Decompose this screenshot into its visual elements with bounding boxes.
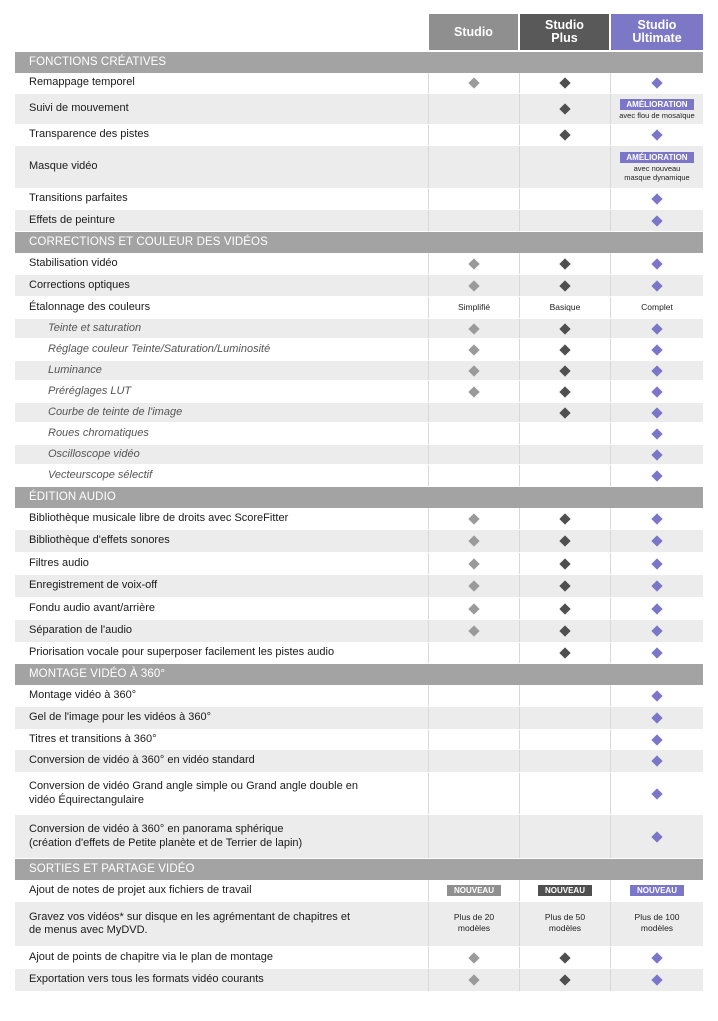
feature-row	[15, 210, 703, 232]
feature-row	[15, 730, 703, 750]
feature-label: Corrections optiques	[15, 275, 429, 296]
feature-label: Teinte et saturation	[15, 319, 429, 338]
feature-label: Conversion de vidéo à 360° en panorama sphérique (création d'effets de Petite planète et de Terrier de lapin)	[15, 815, 429, 858]
cell-plus	[520, 253, 611, 274]
diamond-icon	[651, 129, 662, 140]
cell-ultimate	[611, 947, 703, 968]
new-badge: NOUVEAU	[538, 885, 592, 896]
comparison-table	[15, 52, 703, 992]
feature-row	[15, 146, 703, 189]
cell-plus	[520, 880, 611, 901]
column-header-studio: Studio	[429, 14, 518, 50]
feature-row	[15, 947, 703, 969]
cell-studio	[429, 620, 520, 642]
feature-row	[15, 707, 703, 730]
cell-ultimate	[611, 530, 703, 552]
section-header: FONCTIONS CRÉATIVES	[15, 52, 703, 73]
cell-text: Plus de 50 modèles	[544, 912, 586, 933]
diamond-icon	[468, 365, 479, 376]
diamond-icon	[468, 513, 479, 524]
cell-ultimate	[611, 465, 703, 486]
cell-ultimate	[611, 685, 703, 706]
cell-studio	[429, 947, 520, 968]
cell-studio	[429, 210, 520, 231]
feature-label: Conversion de vidéo Grand angle simple ou Grand angle double en vidéo Équirectangulaire	[15, 773, 429, 814]
column-header-studio-plus-label: Studio Plus	[545, 18, 584, 45]
cell-ultimate	[611, 297, 703, 318]
cell-studio	[429, 189, 520, 209]
cell-studio	[429, 146, 520, 188]
diamond-icon	[651, 323, 662, 334]
cell-plus	[520, 508, 611, 529]
cell-plus	[520, 685, 611, 706]
column-header-studio-ultimate-label: Studio Ultimate	[632, 18, 682, 45]
section-header: CORRECTIONS ET COULEUR DES VIDÉOS	[15, 232, 703, 253]
cell-text: Simplifié	[457, 302, 491, 313]
cell-plus	[520, 815, 611, 858]
cell-studio	[429, 773, 520, 814]
feature-row	[15, 685, 703, 707]
cell-studio	[429, 969, 520, 991]
feature-row	[15, 508, 703, 530]
diamond-icon	[559, 386, 570, 397]
feature-row	[15, 750, 703, 773]
diamond-icon	[651, 449, 662, 460]
diamond-icon	[651, 535, 662, 546]
feature-row	[15, 297, 703, 319]
cell-studio	[429, 465, 520, 486]
cell-ultimate	[611, 253, 703, 274]
feature-row	[15, 530, 703, 553]
diamond-icon	[651, 344, 662, 355]
cell-plus	[520, 620, 611, 642]
feature-label: Titres et transitions à 360°	[15, 730, 429, 749]
cell-text: Basique	[549, 302, 581, 313]
diamond-icon	[651, 77, 662, 88]
diamond-icon	[651, 407, 662, 418]
feature-label: Bibliothèque d'effets sonores	[15, 530, 429, 552]
cell-ultimate	[611, 381, 703, 402]
cell-studio	[429, 361, 520, 380]
cell-ultimate	[611, 94, 703, 124]
diamond-icon	[651, 193, 662, 204]
section-header: ÉDITION AUDIO	[15, 487, 703, 508]
feature-label: Courbe de teinte de l'image	[15, 403, 429, 422]
cell-studio	[429, 880, 520, 901]
cell-studio	[429, 275, 520, 296]
cell-ultimate	[611, 445, 703, 464]
new-badge: NOUVEAU	[447, 885, 501, 896]
cell-ultimate	[611, 750, 703, 772]
badge-note: avec nouveau masque dynamique	[624, 164, 690, 182]
cell-ultimate	[611, 815, 703, 858]
cell-studio	[429, 575, 520, 597]
feature-label: Fondu audio avant/arrière	[15, 598, 429, 619]
diamond-icon	[651, 712, 662, 723]
diamond-icon	[468, 952, 479, 963]
diamond-icon	[651, 258, 662, 269]
cell-studio	[429, 253, 520, 274]
feature-label: Gravez vos vidéos* sur disque en les agrémentant de chapitres et de menus avec MyDVD.	[15, 902, 429, 946]
diamond-icon	[559, 952, 570, 963]
diamond-icon	[559, 77, 570, 88]
cell-ultimate	[611, 553, 703, 574]
cell-plus	[520, 750, 611, 772]
column-header-studio-ultimate	[611, 14, 703, 50]
diamond-icon	[559, 625, 570, 636]
diamond-icon	[468, 558, 479, 569]
diamond-icon	[559, 535, 570, 546]
feature-row	[15, 445, 703, 465]
feature-row	[15, 423, 703, 445]
feature-label: Conversion de vidéo à 360° en vidéo standard	[15, 750, 429, 772]
cell-ultimate	[611, 189, 703, 209]
cell-plus	[520, 947, 611, 968]
feature-row	[15, 815, 703, 859]
feature-row	[15, 575, 703, 598]
cell-studio	[429, 125, 520, 145]
diamond-icon	[651, 734, 662, 745]
diamond-icon	[651, 788, 662, 799]
cell-studio	[429, 339, 520, 360]
feature-row	[15, 319, 703, 339]
feature-row	[15, 643, 703, 664]
feature-row	[15, 465, 703, 487]
section-header: MONTAGE VIDÉO À 360°	[15, 664, 703, 685]
feature-row	[15, 969, 703, 992]
diamond-icon	[651, 280, 662, 291]
cell-ultimate	[611, 902, 703, 946]
cell-studio	[429, 297, 520, 318]
cell-text: Complet	[641, 302, 673, 313]
cell-studio	[429, 643, 520, 663]
feature-label: Ajout de notes de projet aux fichiers de travail	[15, 880, 429, 901]
cell-plus	[520, 189, 611, 209]
feature-label: Luminance	[15, 361, 429, 380]
cell-plus	[520, 773, 611, 814]
cell-plus	[520, 297, 611, 318]
diamond-icon	[468, 344, 479, 355]
cell-plus	[520, 146, 611, 188]
cell-ultimate	[611, 125, 703, 145]
cell-plus	[520, 902, 611, 946]
cell-plus	[520, 73, 611, 93]
enhancement-badge: AMÉLIORATION	[620, 152, 693, 163]
diamond-icon	[651, 513, 662, 524]
diamond-icon	[651, 831, 662, 842]
diamond-icon	[559, 407, 570, 418]
feature-label: Effets de peinture	[15, 210, 429, 231]
feature-row	[15, 381, 703, 403]
cell-ultimate	[611, 598, 703, 619]
feature-label: Montage vidéo à 360°	[15, 685, 429, 706]
diamond-icon	[651, 470, 662, 481]
cell-text: Plus de 20 modèles	[453, 912, 495, 933]
cell-ultimate	[611, 210, 703, 231]
diamond-icon	[651, 580, 662, 591]
diamond-icon	[559, 258, 570, 269]
diamond-icon	[651, 428, 662, 439]
diamond-icon	[559, 513, 570, 524]
cell-ultimate	[611, 508, 703, 529]
cell-studio	[429, 508, 520, 529]
feature-row	[15, 620, 703, 643]
feature-row	[15, 880, 703, 902]
cell-studio	[429, 553, 520, 574]
enhancement-badge: AMÉLIORATION	[620, 99, 693, 110]
feature-label: Remappage temporel	[15, 73, 429, 93]
diamond-icon	[468, 625, 479, 636]
cell-plus	[520, 969, 611, 991]
diamond-icon	[468, 280, 479, 291]
cell-plus	[520, 403, 611, 422]
cell-ultimate	[611, 707, 703, 729]
cell-studio	[429, 730, 520, 749]
cell-studio	[429, 750, 520, 772]
cell-ultimate	[611, 575, 703, 597]
diamond-icon	[468, 258, 479, 269]
feature-label: Préréglages LUT	[15, 381, 429, 402]
cell-ultimate	[611, 361, 703, 380]
cell-studio	[429, 403, 520, 422]
diamond-icon	[559, 280, 570, 291]
diamond-icon	[651, 215, 662, 226]
feature-label: Réglage couleur Teinte/Saturation/Luminosité	[15, 339, 429, 360]
diamond-icon	[559, 365, 570, 376]
cell-studio	[429, 685, 520, 706]
diamond-icon	[468, 603, 479, 614]
diamond-icon	[651, 558, 662, 569]
diamond-icon	[651, 755, 662, 766]
cell-studio	[429, 423, 520, 444]
cell-ultimate	[611, 319, 703, 338]
diamond-icon	[468, 77, 479, 88]
diamond-icon	[468, 323, 479, 334]
cell-plus	[520, 445, 611, 464]
feature-row	[15, 73, 703, 94]
feature-label: Bibliothèque musicale libre de droits avec ScoreFitter	[15, 508, 429, 529]
feature-label: Roues chromatiques	[15, 423, 429, 444]
cell-ultimate	[611, 146, 703, 188]
diamond-icon	[468, 386, 479, 397]
diamond-icon	[468, 974, 479, 985]
cell-plus	[520, 575, 611, 597]
diamond-icon	[651, 603, 662, 614]
cell-studio	[429, 445, 520, 464]
feature-label: Priorisation vocale pour superposer facilement les pistes audio	[15, 643, 429, 663]
new-badge: NOUVEAU	[630, 885, 684, 896]
cell-ultimate	[611, 880, 703, 901]
feature-label: Enregistrement de voix-off	[15, 575, 429, 597]
feature-row	[15, 339, 703, 361]
cell-studio	[429, 815, 520, 858]
feature-label: Vecteurscope sélectif	[15, 465, 429, 486]
feature-label: Transparence des pistes	[15, 125, 429, 145]
feature-label: Transitions parfaites	[15, 189, 429, 209]
feature-label: Gel de l'image pour les vidéos à 360°	[15, 707, 429, 729]
feature-row	[15, 403, 703, 423]
feature-label: Séparation de l'audio	[15, 620, 429, 642]
diamond-icon	[559, 103, 570, 114]
cell-studio	[429, 598, 520, 619]
cell-ultimate	[611, 403, 703, 422]
cell-ultimate	[611, 643, 703, 663]
cell-plus	[520, 319, 611, 338]
diamond-icon	[468, 535, 479, 546]
badge-note: avec flou de mosaïque	[619, 110, 695, 120]
diamond-icon	[651, 952, 662, 963]
cell-ultimate	[611, 339, 703, 360]
cell-studio	[429, 319, 520, 338]
feature-row	[15, 902, 703, 947]
cell-studio	[429, 902, 520, 946]
feature-row	[15, 598, 703, 620]
diamond-icon	[651, 625, 662, 636]
cell-ultimate	[611, 969, 703, 991]
cell-plus	[520, 361, 611, 380]
feature-row	[15, 189, 703, 210]
cell-studio	[429, 73, 520, 93]
feature-label: Oscilloscope vidéo	[15, 445, 429, 464]
cell-plus	[520, 210, 611, 231]
cell-studio	[429, 94, 520, 124]
cell-plus	[520, 707, 611, 729]
feature-label: Masque vidéo	[15, 146, 429, 188]
cell-plus	[520, 530, 611, 552]
diamond-icon	[651, 690, 662, 701]
cell-ultimate	[611, 73, 703, 93]
diamond-icon	[559, 603, 570, 614]
feature-label: Stabilisation vidéo	[15, 253, 429, 274]
feature-row	[15, 94, 703, 125]
cell-ultimate	[611, 773, 703, 814]
feature-row	[15, 361, 703, 381]
diamond-icon	[559, 974, 570, 985]
feature-label: Suivi de mouvement	[15, 94, 429, 124]
diamond-icon	[651, 647, 662, 658]
cell-plus	[520, 94, 611, 124]
feature-label: Ajout de points de chapitre via le plan de montage	[15, 947, 429, 968]
cell-plus	[520, 643, 611, 663]
diamond-icon	[651, 974, 662, 985]
section-header: SORTIES ET PARTAGE VIDÉO	[15, 859, 703, 880]
feature-row	[15, 773, 703, 815]
cell-plus	[520, 598, 611, 619]
feature-label: Filtres audio	[15, 553, 429, 574]
diamond-icon	[651, 365, 662, 376]
cell-plus	[520, 553, 611, 574]
cell-ultimate	[611, 620, 703, 642]
cell-ultimate	[611, 730, 703, 749]
cell-plus	[520, 423, 611, 444]
diamond-icon	[559, 558, 570, 569]
diamond-icon	[468, 580, 479, 591]
feature-row	[15, 253, 703, 275]
cell-plus	[520, 125, 611, 145]
cell-studio	[429, 707, 520, 729]
cell-plus	[520, 339, 611, 360]
diamond-icon	[559, 647, 570, 658]
cell-ultimate	[611, 423, 703, 444]
diamond-icon	[651, 386, 662, 397]
cell-plus	[520, 465, 611, 486]
cell-plus	[520, 381, 611, 402]
diamond-icon	[559, 580, 570, 591]
cell-text: Plus de 100 modèles	[634, 912, 680, 933]
cell-ultimate	[611, 275, 703, 296]
column-header-studio-plus	[520, 14, 609, 50]
feature-row	[15, 125, 703, 146]
diamond-icon	[559, 323, 570, 334]
diamond-icon	[559, 129, 570, 140]
feature-row	[15, 275, 703, 297]
cell-plus	[520, 730, 611, 749]
cell-studio	[429, 530, 520, 552]
feature-label: Étalonnage des couleurs	[15, 297, 429, 318]
feature-label: Exportation vers tous les formats vidéo courants	[15, 969, 429, 991]
cell-studio	[429, 381, 520, 402]
diamond-icon	[559, 344, 570, 355]
feature-row	[15, 553, 703, 575]
cell-plus	[520, 275, 611, 296]
